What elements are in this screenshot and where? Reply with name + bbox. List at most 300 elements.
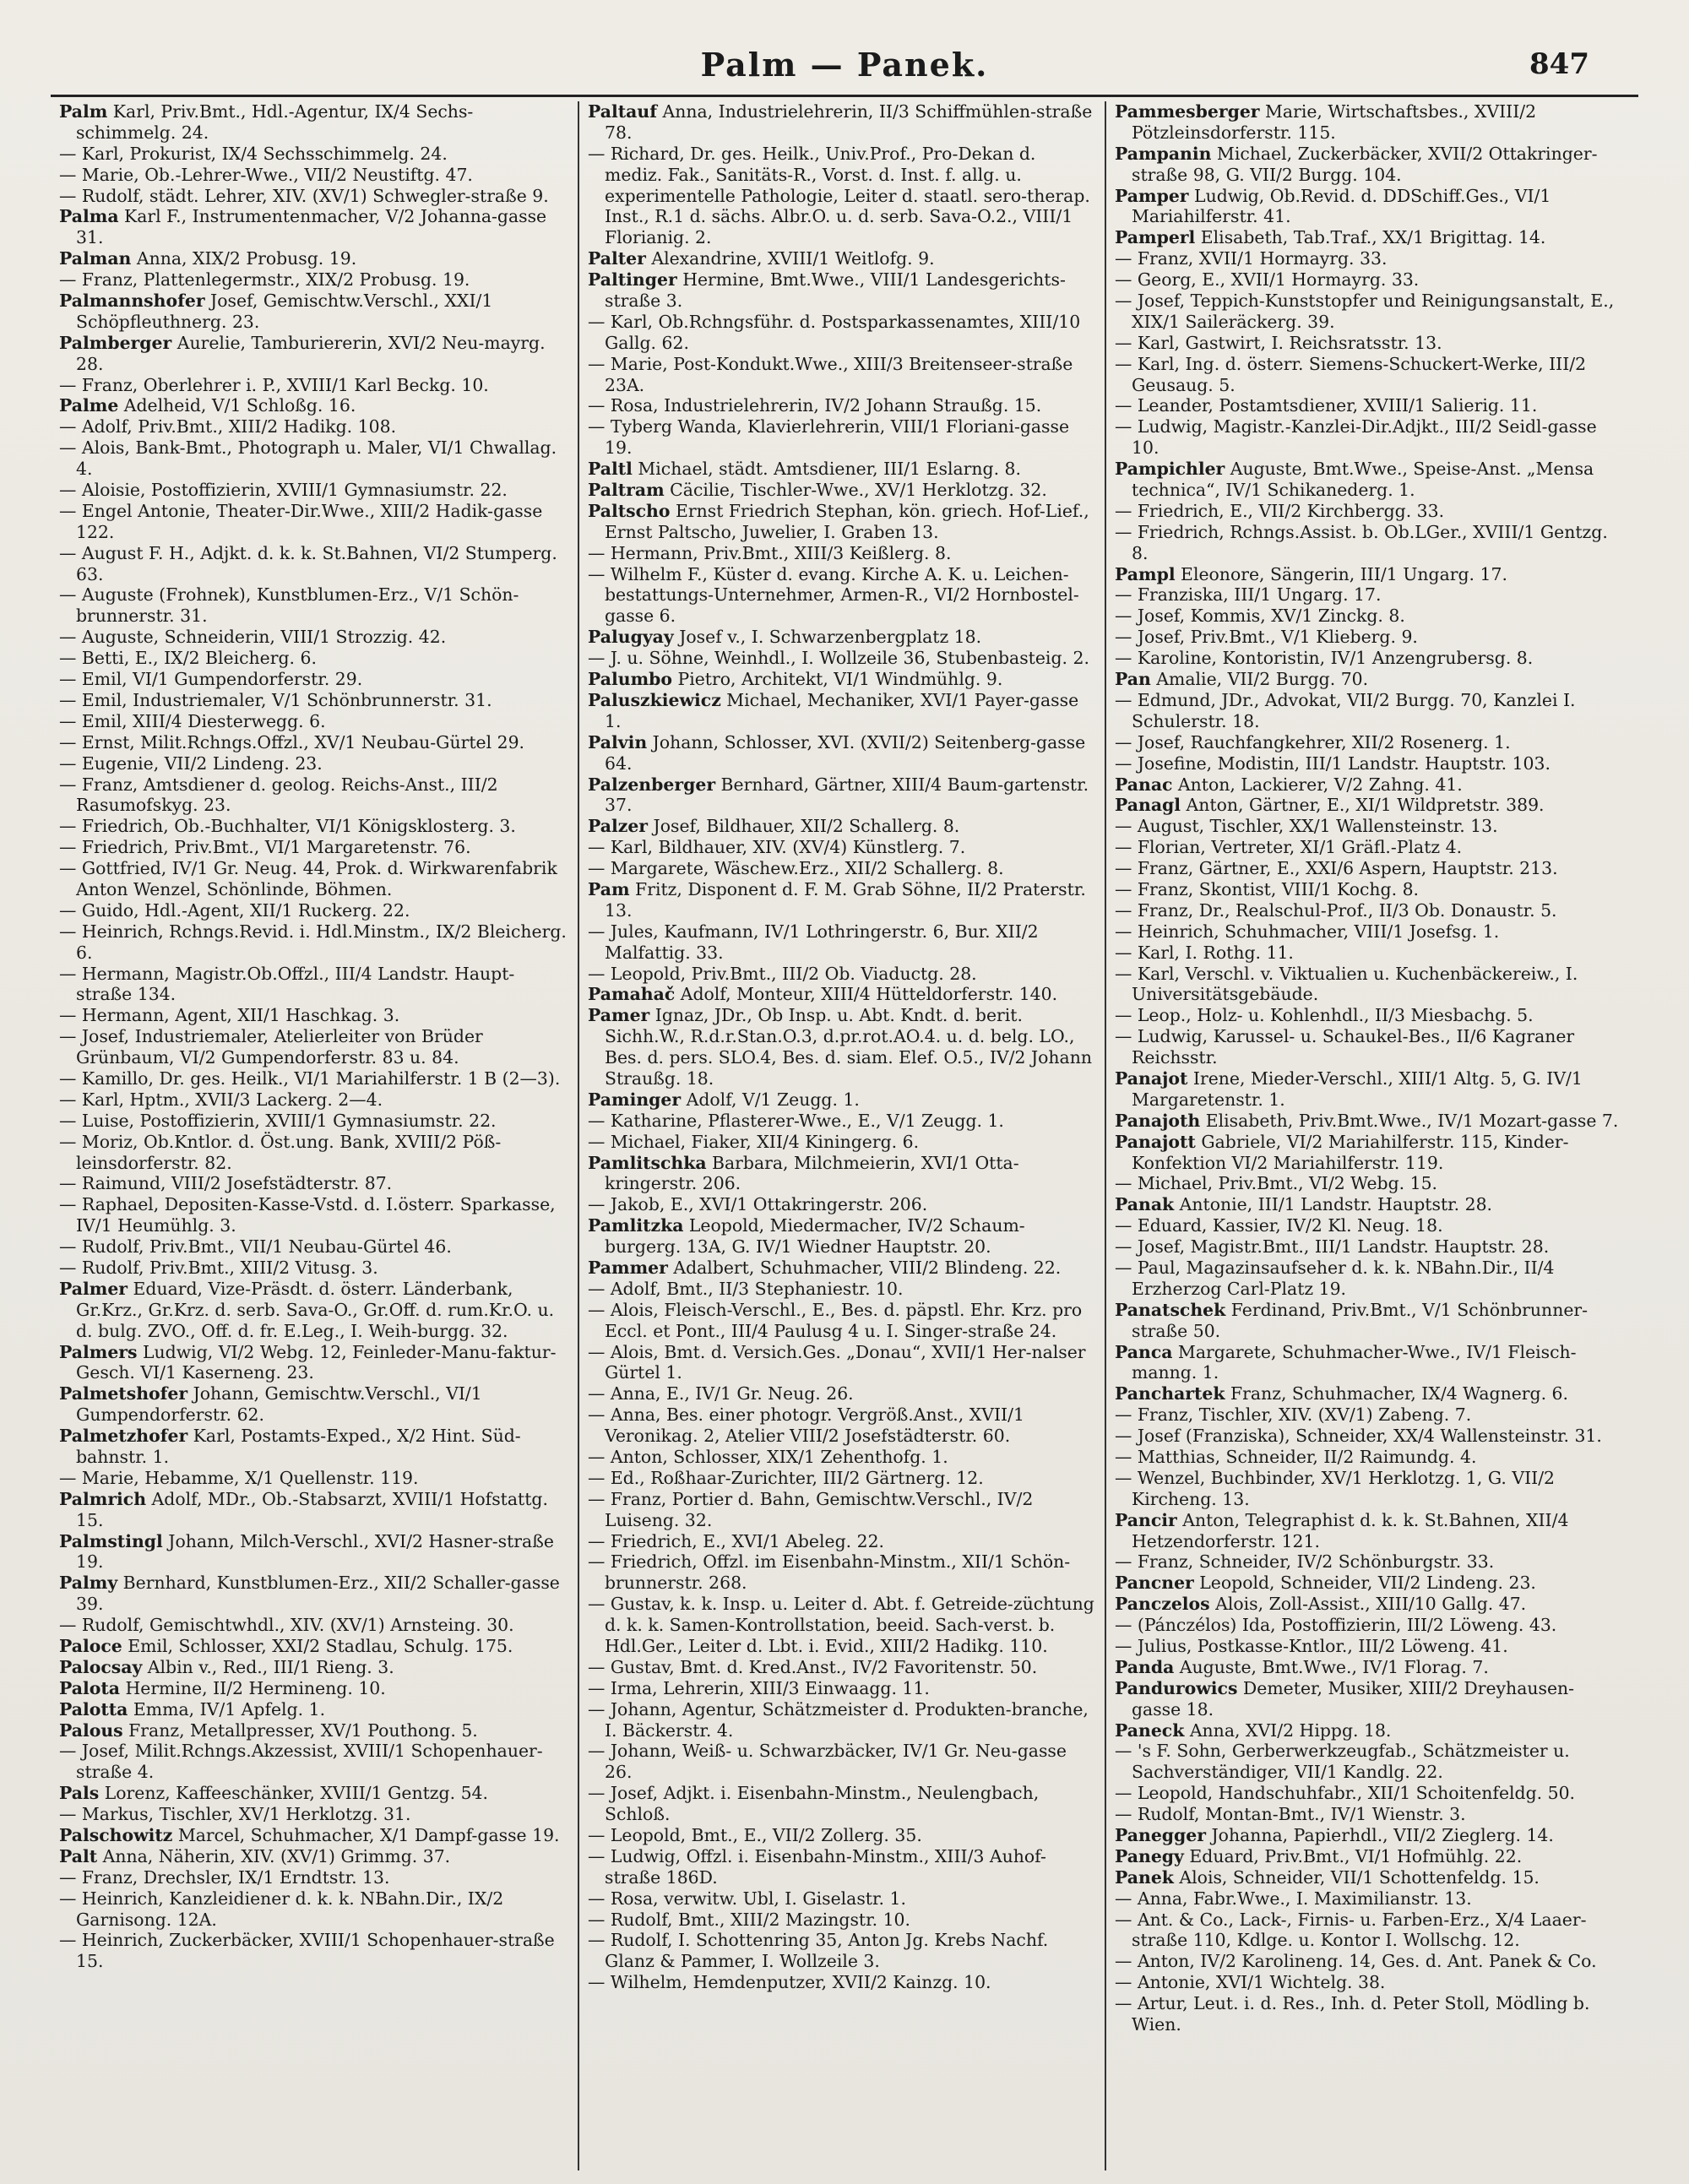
entry-details: Anna, XIX/2 Probusg. 19. <box>131 248 357 269</box>
directory-entry <box>1115 1888 1623 1910</box>
entry-details: Eduard, Vize-Präsdt. d. österr. Länderbank, Gr.Krz., Gr.Krz. d. serb. Sava-O., Gr.Off. d. rum.Kr.O. u. d. bulg. ZVO., Off. d. fr. E.Leg., I. Weih-burgg. 32. <box>76 1278 555 1341</box>
entry-details: — Raimund, VIII/2 Josefstädterstr. 87. <box>59 1173 393 1194</box>
directory-entry <box>588 1930 1096 1972</box>
directory-entry <box>588 1594 1096 1657</box>
entry-details: — Franz, Amtsdiener d. geolog. Reichs-Anst., III/2 Rasumofskyg. 23. <box>59 774 498 816</box>
directory-entry <box>588 312 1096 354</box>
entry-details: Demeter, Musiker, XIII/2 Dreyhausen-gasse 18. <box>1132 1677 1575 1719</box>
directory-entry <box>1115 627 1623 648</box>
entry-surname: Pamlitschka <box>588 1152 707 1173</box>
directory-entry <box>59 1258 569 1279</box>
directory-columns <box>51 101 1640 2170</box>
directory-entry <box>1115 816 1623 837</box>
entry-surname: Palocsay <box>59 1656 143 1677</box>
directory-entry <box>59 1194 569 1236</box>
directory-entry <box>1115 879 1623 900</box>
directory-entry <box>1115 1383 1623 1404</box>
entry-details: Karl, Postamts-Exped., X/2 Hint. Süd-bahnstr. 1. <box>76 1426 521 1467</box>
entry-details: — Engel Antonie, Theater-Dir.Wwe., XIII/2 Hadik-gasse 122. <box>59 500 543 542</box>
entry-surname: Palmetzhofer <box>59 1426 188 1447</box>
entry-details: Ernst Friedrich Stephan, kön. griech. Hof-Lief., Ernst Paltscho, Juwelier, I. Graben 13. <box>605 500 1089 542</box>
directory-entry <box>59 1720 569 1741</box>
entry-details: Auguste, Bmt.Wwe., IV/1 Florag. 7. <box>1174 1656 1489 1677</box>
directory-entry <box>59 1741 569 1783</box>
directory-entry <box>1115 1804 1623 1825</box>
entry-details: — Anton, IV/2 Karolineng. 14, Ges. d. Ant. Panek & Co. <box>1115 1951 1597 1972</box>
entry-details: — Josef, Rauchfangkehrer, XII/2 Rosenerg. 1. <box>1115 731 1511 752</box>
directory-entry <box>588 879 1096 921</box>
entry-surname: Panajoth <box>1115 1110 1201 1131</box>
entry-details: Hermine, II/2 Hermineng. 10. <box>119 1677 386 1698</box>
entry-details: — Josefine, Modistin, III/1 Landstr. Hauptstr. 103. <box>1115 752 1551 774</box>
entry-details: Adolf, MDr., Ob.-Stabsarzt, XVIII/1 Hofstattg. 15. <box>76 1488 548 1530</box>
entry-details: — Ludwig, Magistr.-Kanzlei-Dir.Adjkt., III/2 Seidl-gasse 10. <box>1115 416 1597 459</box>
directory-entry <box>588 543 1096 564</box>
entry-details: — Leander, Postamtsdiener, XVIII/1 Salierig. 11. <box>1115 395 1538 416</box>
entry-details: — Rudolf, Priv.Bmt., VII/1 Neubau-Gürtel 46. <box>59 1236 452 1258</box>
directory-entry <box>59 1636 569 1657</box>
directory-entry <box>1115 1173 1623 1194</box>
entry-details: — Friedrich, Priv.Bmt., VI/1 Margaretenstr. 76. <box>59 837 471 858</box>
directory-entry <box>59 333 569 375</box>
directory-entry <box>1115 900 1623 921</box>
entry-surname: Palmannshofer <box>59 291 205 312</box>
directory-entry <box>59 627 569 648</box>
entry-surname: Palzer <box>588 816 649 837</box>
column-left <box>51 101 578 2170</box>
entry-surname: Paltscho <box>588 500 671 521</box>
entry-details: — Markus, Tischler, XV/1 Herklotzg. 31. <box>59 1804 411 1825</box>
directory-entry <box>588 1258 1096 1279</box>
entry-details: — Jakob, E., XVI/1 Ottakringerstr. 206. <box>588 1194 928 1215</box>
entry-details: — Rosa, Industrielehrerin, IV/2 Johann Straußg. 15. <box>588 395 1042 416</box>
entry-details: — Julius, Postkasse-Kntlor., III/2 Löweng. 41. <box>1115 1636 1508 1657</box>
entry-details: Anna, Industrielehrerin, II/3 Schiffmühlen-straße 78. <box>605 101 1093 143</box>
entry-details: — Josef, Milit.Rchngs.Akzessist, XVIII/1 Schopenhauer-straße 4. <box>59 1741 543 1783</box>
entry-surname: Panajott <box>1115 1131 1196 1152</box>
directory-entry <box>1115 690 1623 732</box>
entry-details: — Eduard, Kassier, IV/2 Kl. Neug. 18. <box>1115 1215 1443 1236</box>
directory-entry <box>59 206 569 248</box>
entry-details: — Franz, Portier d. Bahn, Gemischtw.Verschl., IV/2 Luiseng. 32. <box>588 1488 1034 1530</box>
entry-details: Anton, Lackierer, V/2 Zahng. 41. <box>1172 774 1463 795</box>
directory-entry <box>59 1825 569 1846</box>
entry-surname: Pancner <box>1115 1573 1194 1594</box>
entry-details: — Ludwig, Offzl. i. Eisenbahn-Minstm., XIII/3 Auhof-straße 186D. <box>588 1845 1046 1888</box>
entry-details: Eduard, Priv.Bmt., VI/1 Hofmühlg. 22. <box>1183 1845 1523 1866</box>
entry-details: Josef v., I. Schwarzenbergplatz 18. <box>673 627 982 648</box>
entry-details: — Josef, Magistr.Bmt., III/1 Landstr. Hauptstr. 28. <box>1115 1236 1550 1258</box>
entry-details: — Alois, Fleisch-Verschl., E., Bes. d. päpstl. Ehr. Krz. pro Eccl. et Pont., III/4 Paulusg 4 u. I. Singer-straße 24. <box>588 1299 1083 1341</box>
entry-details: Hermine, Bmt.Wwe., VIII/1 Landesgerichts-straße 3. <box>605 269 1066 312</box>
directory-entry <box>59 648 569 669</box>
entry-surname: Palmer <box>59 1278 128 1299</box>
directory-entry <box>59 584 569 627</box>
page-header <box>0 46 1689 88</box>
entry-details: Michael, städt. Amtsdiener, III/1 Eslarng. 8. <box>632 459 1021 480</box>
directory-entry <box>1115 501 1623 522</box>
entry-details: — Auguste, Schneiderin, VIII/1 Strozzig. 42. <box>59 627 447 648</box>
directory-entry <box>588 1132 1096 1153</box>
entry-details: Anton, Telegraphist d. k. k. St.Bahnen, XII/4 Hetzendorferstr. 121. <box>1132 1509 1569 1551</box>
directory-entry <box>588 480 1096 501</box>
entry-surname: Pamahač <box>588 984 676 1005</box>
directory-entry <box>59 291 569 333</box>
directory-entry <box>1115 1404 1623 1426</box>
directory-entry <box>1115 1342 1623 1384</box>
entry-details: Bernhard, Gärtner, XIII/4 Baum-gartenstr. 37. <box>605 774 1089 816</box>
directory-entry <box>59 144 569 165</box>
entry-details: — Rudolf, I. Schottenring 35, Anton Jg. Krebs Nachf. Glanz & Pammer, I. Wollzeile 3. <box>588 1930 1049 1972</box>
entry-details: — Adolf, Priv.Bmt., XIII/2 Hadikg. 108. <box>59 416 397 437</box>
directory-entry <box>1115 101 1623 144</box>
directory-entry <box>1115 1741 1623 1783</box>
directory-entry <box>1115 459 1623 501</box>
directory-entry <box>588 1657 1096 1678</box>
directory-entry <box>59 1173 569 1194</box>
directory-entry <box>588 1404 1096 1447</box>
directory-entry <box>1115 1026 1623 1068</box>
entry-details: — Rudolf, Bmt., XIII/2 Mazingstr. 10. <box>588 1909 910 1930</box>
entry-surname: Panczelos <box>1115 1594 1210 1615</box>
entry-details: — Jules, Kaufmann, IV/1 Lothringerstr. 6, Bur. XII/2 Malfattig. 33. <box>588 921 1039 963</box>
directory-entry <box>588 459 1096 480</box>
directory-entry <box>59 1888 569 1931</box>
entry-surname: Palme <box>59 395 119 416</box>
directory-entry <box>588 101 1096 144</box>
directory-entry <box>59 921 569 964</box>
directory-entry <box>1115 732 1623 753</box>
entry-details: — Anna, E., IV/1 Gr. Neug. 26. <box>588 1383 854 1404</box>
entry-details: — Eugenie, VII/2 Lindeng. 23. <box>59 752 323 774</box>
directory-entry <box>588 984 1096 1005</box>
entry-details: Amalie, VII/2 Burgg. 70. <box>1150 669 1369 690</box>
entry-details: — Gottfried, IV/1 Gr. Neug. 44, Prok. d. Wirkwarenfabrik Anton Wenzel, Schönlinde, Böhmen. <box>59 858 557 899</box>
entry-details: — Antonie, XVI/1 Wichtelg. 38. <box>1115 1972 1386 1993</box>
entry-surname: Palmberger <box>59 332 172 353</box>
entry-details: — Katharine, Pflasterer-Wwe., E., V/1 Zeugg. 1. <box>588 1110 1004 1131</box>
directory-entry <box>1115 1258 1623 1300</box>
directory-entry <box>1115 1194 1623 1215</box>
entry-details: Alexandrine, XVIII/1 Weitlofg. 9. <box>645 248 935 269</box>
entry-details: — Heinrich, Kanzleidiener d. k. k. NBahn.Dir., IX/2 Garnisong. 12A. <box>59 1888 504 1930</box>
entry-details: — Franz, Dr., Realschul-Prof., II/3 Ob. Donaustr. 5. <box>1115 899 1557 921</box>
entry-details: Antonie, III/1 Landstr. Hauptstr. 28. <box>1174 1194 1493 1215</box>
directory-entry <box>588 1846 1096 1888</box>
directory-entry <box>588 1005 1096 1089</box>
directory-entry <box>59 1930 569 1972</box>
entry-details: — August F. H., Adjkt. d. k. k. St.Bahnen, VI/2 Stumperg. 63. <box>59 542 557 584</box>
entry-details: Ferdinand, Priv.Bmt., V/1 Schönbrunner-straße 50. <box>1132 1299 1589 1341</box>
directory-entry <box>1115 1720 1623 1741</box>
entry-details: — Irma, Lehrerin, XIII/3 Einwaagg. 11. <box>588 1677 930 1698</box>
entry-surname: Palmers <box>59 1341 138 1362</box>
entry-details: — Heinrich, Zuckerbäcker, XVIII/1 Schopenhauer-straße 15. <box>59 1930 555 1972</box>
directory-entry <box>1115 1657 1623 1678</box>
directory-entry <box>59 1615 569 1636</box>
directory-entry <box>1115 648 1623 669</box>
directory-entry <box>588 354 1096 396</box>
entry-details: — Josef, Priv.Bmt., V/1 Klieberg. 9. <box>1115 627 1418 648</box>
entry-details: — Friedrich, E., VII/2 Kirchbergg. 33. <box>1115 500 1445 521</box>
entry-details: Adalbert, Schuhmacher, VIII/2 Blindeng. 22. <box>667 1257 1062 1278</box>
directory-entry <box>588 1741 1096 1783</box>
directory-entry <box>59 774 569 817</box>
directory-entry <box>588 648 1096 669</box>
directory-entry <box>59 690 569 711</box>
directory-entry <box>588 1910 1096 1931</box>
directory-entry <box>1115 1825 1623 1846</box>
entry-details: — Friedrich, E., XVI/1 Abeleg. 22. <box>588 1530 885 1551</box>
directory-entry <box>59 1342 569 1384</box>
directory-entry <box>588 774 1096 817</box>
directory-entry <box>1115 354 1623 396</box>
entry-details: Marcel, Schuhmacher, X/1 Dampf-gasse 19. <box>172 1825 560 1846</box>
directory-entry <box>1115 753 1623 774</box>
entry-details: Franz, Schuhmacher, IX/4 Wagnerg. 6. <box>1225 1383 1568 1404</box>
entry-surname: Palter <box>588 248 646 269</box>
entry-details: — Luise, Postoffizierin, XVIII/1 Gymnasiumstr. 22. <box>59 1110 497 1131</box>
entry-details: Karl F., Instrumentenmacher, V/2 Johanna-gasse 31. <box>76 206 547 248</box>
entry-details: — Anna, Fabr.Wwe., I. Maximilianstr. 13. <box>1115 1888 1472 1909</box>
entry-details: — Marie, Hebamme, X/1 Quellenstr. 119. <box>59 1467 419 1488</box>
entry-details: — Franz, Gärtner, E., XXI/6 Aspern, Hauptstr. 213. <box>1115 858 1558 879</box>
directory-entry <box>59 1005 569 1026</box>
directory-entry <box>588 248 1096 269</box>
directory-entry <box>1115 795 1623 816</box>
entry-details: — Heinrich, Schuhmacher, VIII/1 Josefsg. 1. <box>1115 921 1500 942</box>
entry-surname: Palm <box>59 101 108 122</box>
directory-entry <box>588 1111 1096 1132</box>
entry-surname: Palmy <box>59 1573 118 1594</box>
directory-entry <box>59 1846 569 1867</box>
directory-entry <box>1115 1236 1623 1258</box>
directory-entry <box>1115 291 1623 333</box>
entry-details: — Karl, Ing. d. österr. Siemens-Schuckert-Werke, III/2 Geusaug. 5. <box>1115 353 1587 395</box>
directory-entry <box>59 669 569 690</box>
entry-surname: Palugyay <box>588 627 674 648</box>
entry-details: Bernhard, Kunstblumen-Erz., XII/2 Schaller-gasse 39. <box>76 1573 560 1615</box>
entry-details: — Auguste (Frohnek), Kunstblumen-Erz., V/1 Schön-brunnerstr. 31. <box>59 584 519 627</box>
entry-details: Franz, Metallpresser, XV/1 Pouthong. 5. <box>122 1719 478 1741</box>
entry-surname: Paloce <box>59 1636 122 1657</box>
directory-entry <box>1115 395 1623 416</box>
directory-entry <box>59 1111 569 1132</box>
directory-entry <box>1115 1573 1623 1594</box>
entry-details: Adolf, V/1 Zeugg. 1. <box>681 1089 860 1110</box>
entry-details: — Ed., Roßhaar-Zurichter, III/2 Gärtnerg. 12. <box>588 1467 984 1488</box>
directory-entry <box>59 1426 569 1468</box>
entry-details: — Rudolf, Gemischtwhdl., XIV. (XV/1) Arnsteing. 30. <box>59 1615 514 1636</box>
directory-entry <box>1115 1300 1623 1342</box>
entry-details: — Emil, XIII/4 Diesterwegg. 6. <box>59 710 326 731</box>
directory-entry <box>1115 1551 1623 1573</box>
entry-details: — Alois, Bmt. d. Versich.Ges. „Donau“, XVII/1 Her-nalser Gürtel 1. <box>588 1341 1086 1383</box>
entry-surname: Paminger <box>588 1089 682 1110</box>
directory-entry <box>59 1383 569 1426</box>
directory-entry <box>588 732 1096 774</box>
directory-entry <box>1115 1972 1623 1993</box>
entry-details: Barbara, Milchmeierin, XVI/1 Otta-kringerstr. 206. <box>605 1152 1019 1194</box>
directory-entry <box>1115 269 1623 291</box>
entry-details: — Leop., Holz- u. Kohlenhdl., II/3 Miesbachg. 5. <box>1115 1005 1534 1026</box>
entry-details: — Johann, Agentur, Schätzmeister d. Produkten-branche, I. Bäckerstr. 4. <box>588 1698 1089 1741</box>
directory-entry <box>588 501 1096 543</box>
entry-surname: Panchartek <box>1115 1383 1225 1404</box>
entry-details: — Margarete, Wäschew.Erz., XII/2 Schallerg. 8. <box>588 858 1004 879</box>
entry-surname: Pammesberger <box>1115 101 1260 122</box>
entry-surname: Pampichler <box>1115 459 1225 480</box>
entry-details: Emma, IV/1 Apfelg. 1. <box>128 1698 326 1719</box>
entry-details: Elisabeth, Priv.Bmt.Wwe., IV/1 Mozart-gasse 7. <box>1200 1110 1619 1131</box>
entry-surname: Panegger <box>1115 1825 1207 1846</box>
entry-details: Ludwig, VI/2 Webg. 12, Feinleder-Manu-faktur-Gesch. VI/1 Kaserneng. 23. <box>76 1341 557 1383</box>
directory-entry <box>59 732 569 753</box>
directory-entry <box>1115 564 1623 585</box>
directory-entry <box>588 1825 1096 1846</box>
directory-entry <box>1115 774 1623 796</box>
entry-surname: Pancir <box>1115 1509 1177 1530</box>
directory-entry <box>1115 416 1623 459</box>
directory-entry <box>588 669 1096 690</box>
entry-surname: Palumbo <box>588 669 673 690</box>
entry-details: — Rudolf, Priv.Bmt., XIII/2 Vitusg. 3. <box>59 1257 378 1278</box>
entry-details: Johann, Milch-Verschl., XVI/2 Hasner-straße 19. <box>76 1530 554 1573</box>
entry-details: — Karoline, Kontoristin, IV/1 Anzengrubersg. 8. <box>1115 648 1534 669</box>
entry-details: — Wilhelm, Hemdenputzer, XVII/2 Kainzg. 10. <box>588 1972 991 1993</box>
entry-details: — Friedrich, Ob.-Buchhalter, VI/1 Königsklosterg. 3. <box>59 816 516 837</box>
entry-details: — Karl, I. Rothg. 11. <box>1115 942 1294 963</box>
entry-details: — Hermann, Priv.Bmt., XIII/3 Keißlerg. 8. <box>588 542 952 563</box>
entry-details: — Karl, Bildhauer, XIV. (XV/4) Künstlerg. 7. <box>588 837 966 858</box>
directory-entry <box>1115 1510 1623 1552</box>
directory-entry <box>1115 1783 1623 1804</box>
directory-entry <box>1115 1005 1623 1026</box>
entry-details: Emil, Schlosser, XXI/2 Stadlau, Schulg. 175. <box>122 1636 513 1657</box>
directory-entry <box>588 1342 1096 1384</box>
entry-surname: Palmetshofer <box>59 1383 188 1404</box>
entry-details: Ludwig, Ob.Revid. d. DDSchiff.Ges., VI/1 Mariahilferstr. 41. <box>1132 185 1551 227</box>
entry-details: — Hermann, Agent, XII/1 Haschkag. 3. <box>59 1005 400 1026</box>
entry-details: — Wilhelm F., Küster d. evang. Kirche A. K. u. Leichen-bestattungs-Unternehmer, Armen-R., VI/2 Hornbostel-gasse 6. <box>588 563 1079 627</box>
entry-details: — Heinrich, Rchngs.Revid. i. Hdl.Minstm., IX/2 Bleicherg. 6. <box>59 921 567 963</box>
directory-entry <box>59 101 569 144</box>
directory-entry <box>588 1194 1096 1215</box>
entry-surname: Pamper <box>1115 185 1189 206</box>
directory-entry <box>588 1468 1096 1489</box>
directory-entry <box>588 395 1096 416</box>
entry-details: Elisabeth, Tab.Traf., XX/1 Brigittag. 14. <box>1195 227 1546 248</box>
entry-details: Lorenz, Kaffeeschänker, XVIII/1 Gentzg. 54. <box>99 1783 488 1804</box>
directory-entry <box>1115 1447 1623 1468</box>
directory-entry <box>588 964 1096 985</box>
entry-details: — Franz, Oberlehrer i. P., XVIII/1 Karl Beckg. 10. <box>59 374 489 395</box>
entry-surname: Palt <box>59 1845 98 1866</box>
entry-details: — Karl, Hptm., XVII/3 Lackerg. 2—4. <box>59 1089 383 1110</box>
column-right <box>1105 101 1632 2170</box>
entry-details: Auguste, Bmt.Wwe., Speise-Anst. „Mensa technica“, IV/1 Schikanederg. 1. <box>1132 459 1594 501</box>
directory-entry <box>59 900 569 921</box>
directory-entry <box>1115 1468 1623 1510</box>
entry-surname: Pam <box>588 878 630 899</box>
directory-entry <box>588 627 1096 648</box>
directory-entry <box>588 921 1096 964</box>
directory-entry <box>59 1657 569 1678</box>
entry-details: — Aloisie, Postoffizierin, XVIII/1 Gymnasiumstr. 22. <box>59 480 508 501</box>
directory-entry <box>1115 964 1623 1006</box>
entry-details: Alois, Schneider, VII/1 Schottenfeldg. 15. <box>1173 1866 1540 1888</box>
entry-details: Josef, Gemischtw.Verschl., XXI/1 Schöpfleuthnerg. 23. <box>76 291 493 332</box>
entry-surname: Paltauf <box>588 101 657 122</box>
directory-entry <box>59 375 569 396</box>
entry-details: Adelheid, V/1 Schloßg. 16. <box>118 395 356 416</box>
entry-surname: Palous <box>59 1719 123 1741</box>
entry-details: Johann, Gemischtw.Verschl., VI/1 Gumpendorferstr. 62. <box>76 1383 482 1426</box>
directory-entry <box>588 1279 1096 1300</box>
entry-details: — 's F. Sohn, Gerberwerkzeugfab., Schätzmeister u. Sachverständiger, VII/1 Kandlg. 22. <box>1115 1741 1570 1783</box>
directory-entry <box>59 269 569 291</box>
directory-entry <box>59 858 569 900</box>
directory-entry <box>1115 186 1623 228</box>
entry-details: — Tyberg Wanda, Klavierlehrerin, VIII/1 Floriani-gasse 19. <box>588 416 1070 459</box>
entry-surname: Palma <box>59 206 119 227</box>
entry-details: — Artur, Leut. i. d. Res., Inh. d. Peter Stoll, Mödling b. Wien. <box>1115 1993 1590 2035</box>
entry-surname: Palvin <box>588 731 648 752</box>
entry-details: Leopold, Schneider, VII/2 Lindeng. 23. <box>1193 1573 1536 1594</box>
entry-details: Anna, XVI/2 Hippg. 18. <box>1184 1719 1392 1741</box>
directory-entry <box>1115 921 1623 943</box>
entry-details: — Rosa, verwitw. Ubl, I. Giselastr. 1. <box>588 1888 906 1909</box>
directory-entry <box>59 1132 569 1174</box>
entry-details: Johann, Schlosser, XVI. (XVII/2) Seitenberg-gasse 64. <box>605 731 1086 774</box>
directory-entry <box>1115 1678 1623 1720</box>
entry-surname: Panca <box>1115 1341 1173 1362</box>
directory-entry <box>588 690 1096 732</box>
directory-entry <box>59 543 569 585</box>
entry-surname: Palzenberger <box>588 774 716 795</box>
entry-details: — Leopold, Priv.Bmt., III/2 Ob. Viaductg. 28. <box>588 963 977 984</box>
entry-details: Marie, Wirtschaftsbes., XVIII/2 Pötzleinsdorferstr. 115. <box>1132 101 1537 143</box>
directory-entry <box>588 1972 1096 1993</box>
directory-entry <box>59 837 569 858</box>
directory-entry <box>588 1489 1096 1531</box>
entry-details: — Josef (Franziska), Schneider, XX/4 Wallensteinstr. 31. <box>1115 1426 1602 1447</box>
entry-details: — Josef, Kommis, XV/1 Zinckg. 8. <box>1115 606 1405 627</box>
entry-details: Josef, Bildhauer, XII/2 Schallerg. 8. <box>648 816 960 837</box>
entry-details: — Franz, Drechsler, IX/1 Erndtstr. 13. <box>59 1866 390 1888</box>
directory-entry <box>59 248 569 269</box>
directory-entry <box>1115 1111 1623 1132</box>
entry-details: — Franz, Schneider, IV/2 Schönburgstr. 33. <box>1115 1551 1495 1573</box>
entry-details: Anton, Gärtner, E., XI/1 Wildpretstr. 389. <box>1181 795 1545 816</box>
entry-details: Johanna, Papierhdl., VII/2 Zieglerg. 14. <box>1206 1825 1554 1846</box>
entry-details: Ignaz, JDr., Ob Insp. u. Abt. Kndt. d. berit. Sichh.W., R.d.r.Stan.O.3, d.pr.rot.AO.4. u. d. belg. LO., Bes. d. pers. SLO.4, Bes. d. siam. Elef. O.5., IV/2 Johann Straußg. 18. <box>605 1005 1092 1089</box>
directory-entry <box>59 711 569 732</box>
directory-entry <box>1115 858 1623 879</box>
directory-entry <box>1115 1426 1623 1447</box>
entry-surname: Pammer <box>588 1257 668 1278</box>
entry-details: — Emil, Industriemaler, V/1 Schönbrunnerstr. 31. <box>59 689 492 710</box>
entry-details: — Raphael, Depositen-Kasse-Vstd. d. I.österr. Sparkasse, IV/1 Heumühlg. 3. <box>59 1194 556 1236</box>
entry-details: — Friedrich, Rchngs.Assist. b. Ob.LGer., XVIII/1 Gentzg. 8. <box>1115 521 1608 563</box>
entry-surname: Pals <box>59 1783 100 1804</box>
directory-entry <box>1115 1132 1623 1174</box>
directory-entry <box>588 858 1096 879</box>
directory-entry <box>1115 1993 1623 2035</box>
entry-surname: Panatschek <box>1115 1299 1226 1320</box>
entry-surname: Palman <box>59 248 132 269</box>
entry-details: — Hermann, Magistr.Ob.Offzl., III/4 Landstr. Haupt-straße 134. <box>59 963 515 1005</box>
